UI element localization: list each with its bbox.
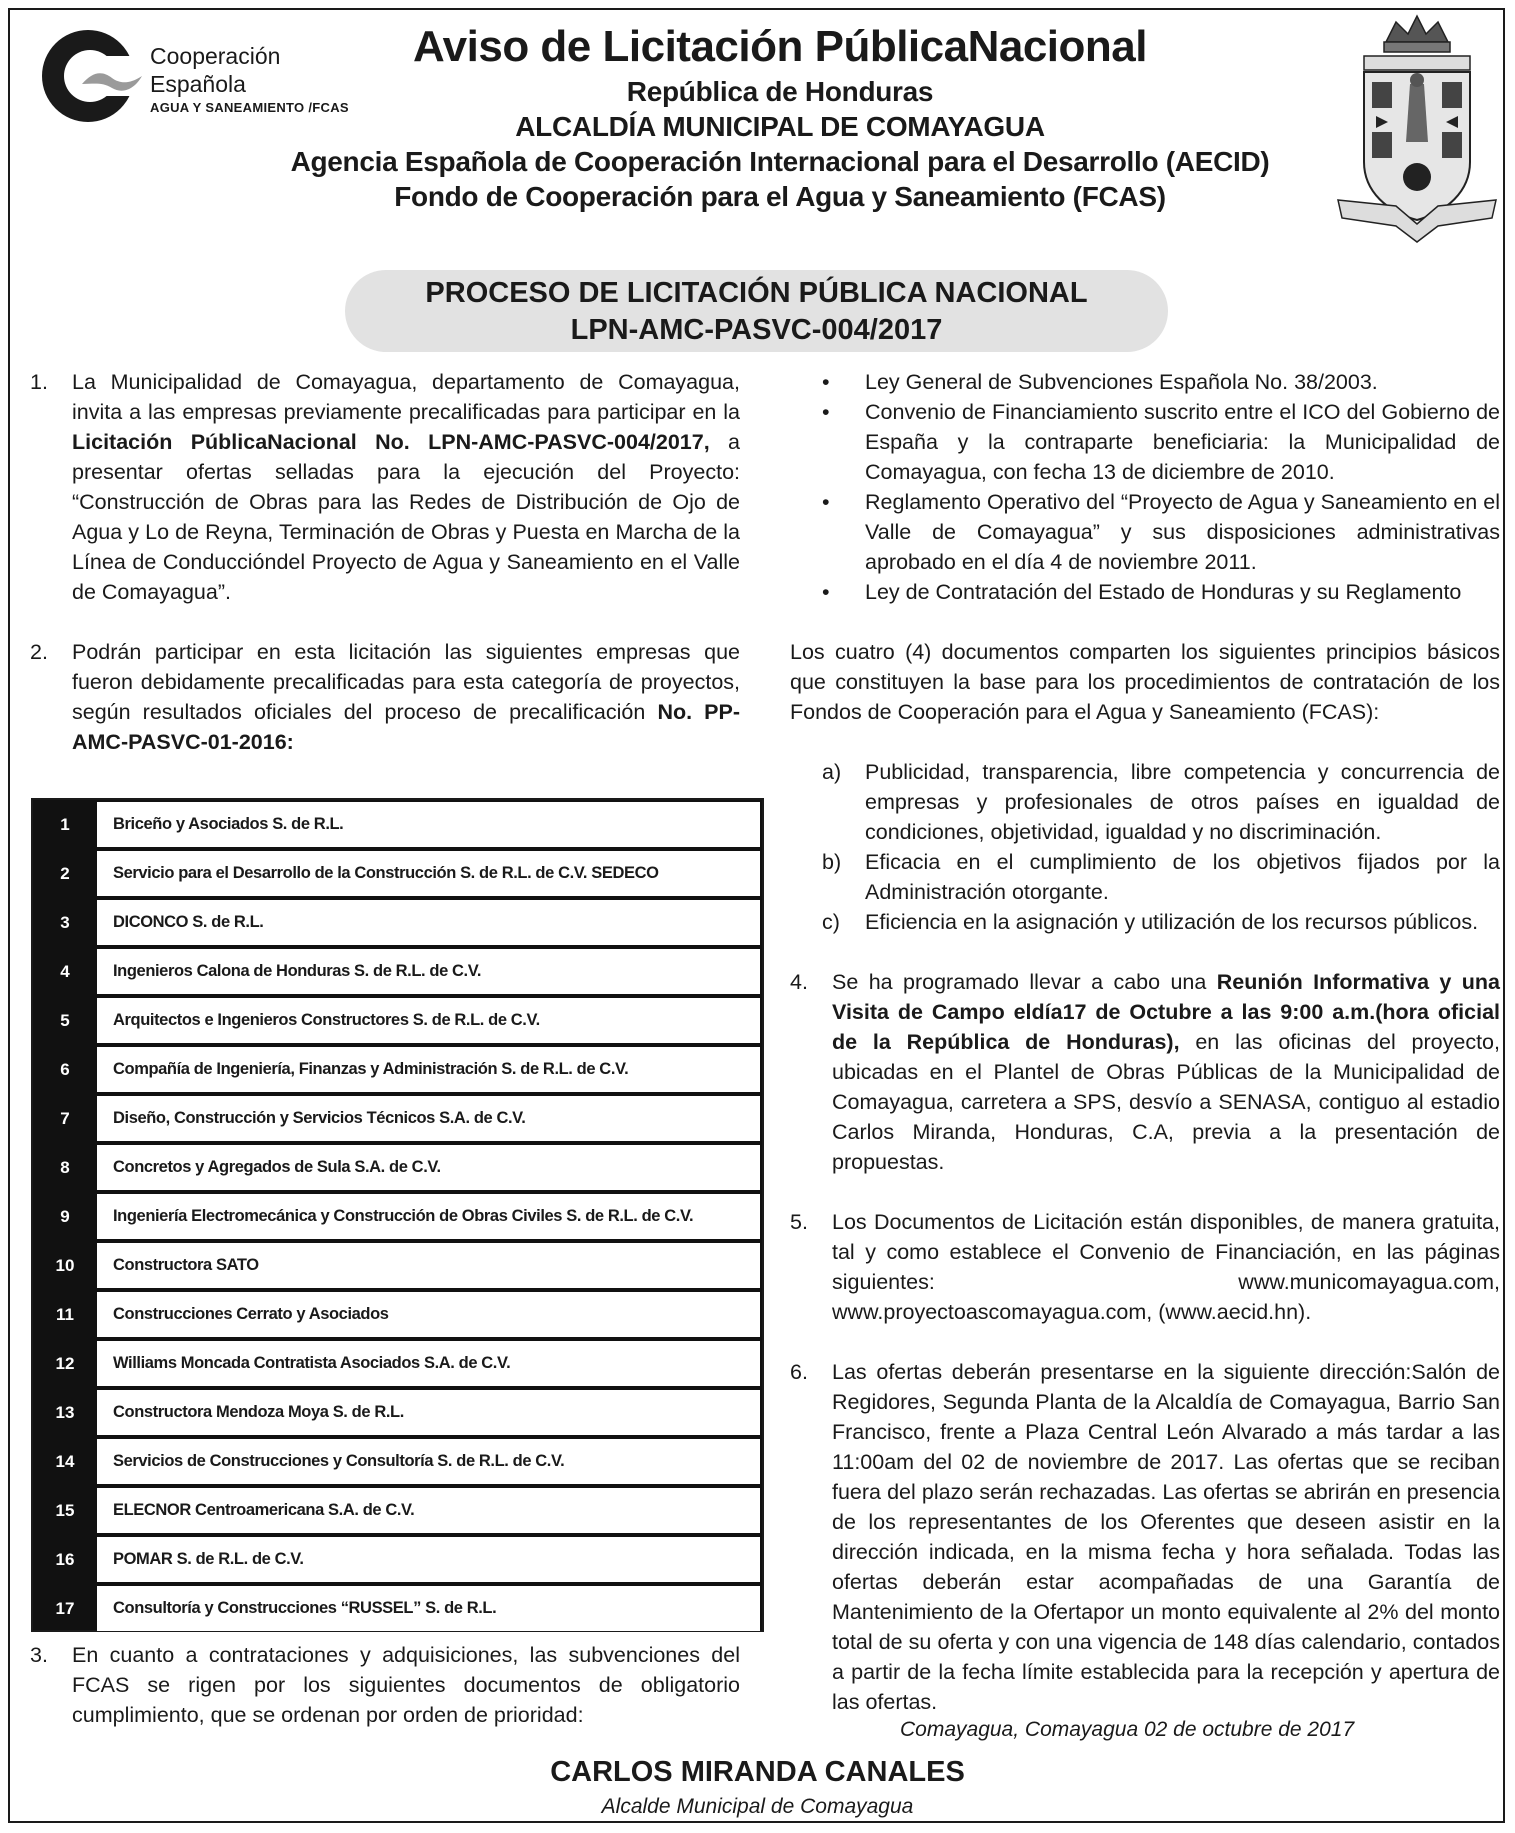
company-name: Arquitectos e Ingenieros Constructores S. de R.L. de C.V. [97,998,760,1043]
principle-item [790,907,1500,937]
company-number: 11 [56,1305,74,1324]
cooperacion-logo-icon [38,26,148,126]
process-title: PROCESO DE LICITACIÓN PÚBLICA NACIONAL [425,277,1088,309]
principle-text: Eficacia en el cumplimiento de los objetivos fijados por la Administración otorgante. [865,850,1500,904]
company-name: Servicio para el Desarrollo de la Construcción S. de R.L. de C.V. SEDECO [97,851,760,896]
company-number: 17 [55,1599,75,1618]
logo-name-line2: Española [150,71,246,97]
company-number: 4 [60,962,70,981]
item-bold-text: Licitación PúblicaNacional No. LPN-AMC-PASVC-004/2017, [72,430,710,454]
company-number: 16 [55,1550,75,1569]
company-name: DICONCO S. de R.L. [97,900,760,945]
company-number: 10 [55,1256,75,1275]
table-row [33,800,762,849]
company-name: Constructora Mendoza Moya S. de R.L. [97,1390,760,1435]
principle-item [790,757,1500,847]
table-row [33,1143,762,1192]
company-number: 6 [60,1060,70,1079]
company-name: Servicios de Construcciones y Consultoría S. de R.L. de C.V. [97,1439,760,1484]
table-row [33,1094,762,1143]
logo-subtitle: AGUA Y SANEAMIENTO /FCAS [150,100,349,115]
company-name: POMAR S. de R.L. de C.V. [97,1537,760,1582]
header-municipality: ALCALDÍA MUNICIPAL DE COMAYAGUA [515,111,1045,142]
table-row [33,1388,762,1437]
table-row [33,1535,762,1584]
table-row [33,1045,762,1094]
left-column-bottom [30,1640,740,1730]
company-name: Ingenieros Calona de Honduras S. de R.L. de C.V. [97,949,760,994]
company-number: 9 [60,1207,70,1226]
company-number: 15 [55,1501,75,1520]
principle-letter: b) [822,850,842,874]
item-text: Podrán participar en esta licitación las siguientes empresas que fueron debidamente precalificadas para esta categoría de proyectos, según resultados oficiales del proceso de precalificación [72,640,740,724]
item-5 [790,1207,1500,1327]
company-number: 12 [55,1354,75,1373]
company-name: Constructora SATO [97,1243,760,1288]
principle-letter: a) [822,760,842,784]
item-number: 5. [790,1210,808,1234]
item-number: 2. [30,640,48,664]
signer-role: Alcalde Municipal de Comayagua [601,1795,914,1818]
company-number: 3 [60,913,70,932]
header-country: República de Honduras [626,76,934,107]
item-text: a presentar ofertas selladas para la ejecución del Proyecto: “Construcción de Obras para las Redes de Distribución de Ojo de Agua y Lo de Reyna, Terminación de Obras y Puesta en Marcha de la Línea de Conduccióndel Proyecto de Agua y Saneamiento en el Valle de Comayagua”. [72,430,740,604]
principle-text: Eficiencia en la asignación y utilización de los recursos públicos. [865,910,1479,934]
company-name: ELECNOR Centroamericana S.A. de C.V. [97,1488,760,1533]
header-fund: Fondo de Cooperación para el Agua y Saneamiento (FCAS) [394,181,1166,212]
principles-intro: Los cuatro (4) documentos comparten los siguientes principios básicos que constituyen la base para los procedimientos de contratación de los Fondos de Cooperación para el Agua y Saneamiento (FCAS): [790,640,1500,724]
left-column [30,367,740,757]
table-row [33,849,762,898]
company-name: Briceño y Asociados S. de R.L. [97,802,760,847]
item-bold-text: Reunión Informativa y una Visita de Campo eldía17 de Octubre a las 9:00 a.m.(hora oficial de la República de Honduras), [832,970,1500,1054]
item-text: Se ha programado llevar a cabo una [832,970,1217,994]
coat-of-arms-icon [1336,12,1498,244]
company-number: 13 [55,1403,75,1422]
process-code: LPN-AMC-PASVC-004/2017 [570,314,943,346]
table-row [33,1192,762,1241]
bullet-text: Convenio de Financiamiento suscrito entre el ICO del Gobierno de España y la contraparte beneficiaria: la Municipalidad de Comayagua, con fecha 13 de diciembre de 2010. [865,400,1500,484]
right-column [790,367,1500,1717]
bullet-text: Ley de Contratación del Estado de Honduras y su Reglamento [865,580,1462,604]
item-3 [30,1640,740,1730]
company-name: Ingeniería Electromecánica y Construcción de Obras Civiles S. de R.L. de C.V. [97,1194,760,1239]
header-agency: Agencia Española de Cooperación Internacional para el Desarrollo (AECID) [290,146,1270,177]
company-number: 8 [60,1158,70,1177]
principle-letter: c) [822,910,840,934]
bullet-item: • Ley General de Subvenciones Española No. 38/2003. [822,370,1378,394]
principles-list [790,757,1500,937]
process-banner [345,270,1168,352]
table-row [33,1339,762,1388]
item-text: La Municipalidad de Comayagua, departamento de Comayagua, invita a las empresas previamente precalificadas para participar en la [72,370,740,424]
table-row [33,996,762,1045]
company-number: 7 [60,1109,70,1128]
bullet-item: • Convenio de Financiamiento suscrito entre el ICO del Gobierno de España y la contraparte beneficiaria: la Municipalidad de Comayagua, con fecha 13 de diciembre de 2010. [822,400,1500,484]
item-6 [790,1357,1500,1717]
item-number: 4. [790,970,808,994]
company-name: Consultoría y Construcciones “RUSSEL” S. de R.L. [97,1586,760,1631]
comayagua-coat-of-arms [1336,12,1498,244]
company-name: Concretos y Agregados de Sula S.A. de C.V. [97,1145,760,1190]
bullet-item: • Reglamento Operativo del “Proyecto de Agua y Saneamiento en el Valle de Comayagua” y sus disposiciones administrativas aprobado en el día 4 de noviembre 2011. [822,490,1500,574]
company-name: Construcciones Cerrato y Asociados [97,1292,760,1337]
principle-item [790,847,1500,907]
table-row [33,1437,762,1486]
item-text: Las ofertas deberán presentarse en la siguiente dirección:Salón de Regidores, Segunda Planta de la Alcaldía de Comayagua, Barrio San Francisco, frente a Plaza Central León Alvarado a más tardar a las 11:00am del 02 de noviembre de 2017. Las ofertas que se reciban fuera del plazo serán rechazadas. Las ofertas se abrirán en presencia de los representantes de los Oferentes que deseen asistir en la dirección indicada, en la misma fecha y hora señalada. Todas las ofertas deberán estar acompañadas de una Garantía de Mantenimiento de la Ofertapor un monto equivalente al 2% del monto total de su oferta y con una vigencia de 148 días calendario, contados a partir de la fecha límite establecida para la recepción y apertura de las ofertas. [832,1360,1500,1714]
logo-name-line1: Cooperación [150,43,281,69]
item-1 [30,367,740,607]
bullet-text: Reglamento Operativo del “Proyecto de Agua y Saneamiento en el Valle de Comayagua” y sus disposiciones administrativas aprobado en el día 4 de noviembre 2011. [865,490,1500,574]
prequalified-companies-table [31,798,764,1632]
company-name: Compañía de Ingeniería, Finanzas y Administración S. de R.L. de C.V. [97,1047,760,1092]
company-number: 5 [60,1011,70,1030]
item-number: 6. [790,1360,808,1384]
principle-text: Publicidad, transparencia, libre competencia y concurrencia de empresas y profesionales de otros países en igualdad de condiciones, objetividad, igualdad y no discriminación. [865,760,1500,844]
table-row [33,947,762,996]
bullet-text: Ley General de Subvenciones Española No. 38/2003. [865,370,1378,394]
table-row [33,1486,762,1535]
item-text: Los Documentos de Licitación están disponibles, de manera gratuita, tal y como establece el Convenio de Financiación, en las páginas siguientes: www.municomayagua.com, www.proyectoascomayagua.com, (www.aecid.hn). [832,1210,1500,1324]
table-row [33,1241,762,1290]
company-name: Diseño, Construcción y Servicios Técnicos S.A. de C.V. [97,1096,760,1141]
place-and-date: Comayagua, Comayagua 02 de octubre de 2017 [900,1718,1355,1741]
item-number: 1. [30,370,48,394]
notice-header [230,20,1330,214]
table-row [33,1584,762,1633]
company-number: 1 [60,815,70,834]
item-bold-text: No. PP-AMC-PASVC-01-2016: [72,700,741,754]
item-2 [30,637,740,757]
page-title: Aviso de Licitación PúblicaNacional [413,22,1147,71]
bullet-item: • Ley de Contratación del Estado de Honduras y su Reglamento [822,580,1462,604]
company-name: Williams Moncada Contratista Asociados S.A. de C.V. [97,1341,760,1386]
company-number: 14 [55,1452,75,1471]
item-text: en las oficinas del proyecto, ubicadas en el Plantel de Obras Públicas de la Municipalidad de Comayagua, carretera a SPS, desvío a SENASA, contiguo al estadio Carlos Miranda, Honduras, C.A, previa a la presentación de propuestas. [832,1030,1500,1174]
table-row [33,1290,762,1339]
item-text: En cuanto a contrataciones y adquisiciones, las subvenciones del FCAS se rigen por los siguientes documentos de obligatorio cumplimiento, que se ordenan por orden de prioridad: [72,1643,740,1727]
company-number: 2 [60,864,70,883]
item-4 [790,967,1500,1177]
signer-name: CARLOS MIRANDA CANALES [550,1756,965,1788]
table-row [33,898,762,947]
item-number: 3. [30,1643,48,1667]
